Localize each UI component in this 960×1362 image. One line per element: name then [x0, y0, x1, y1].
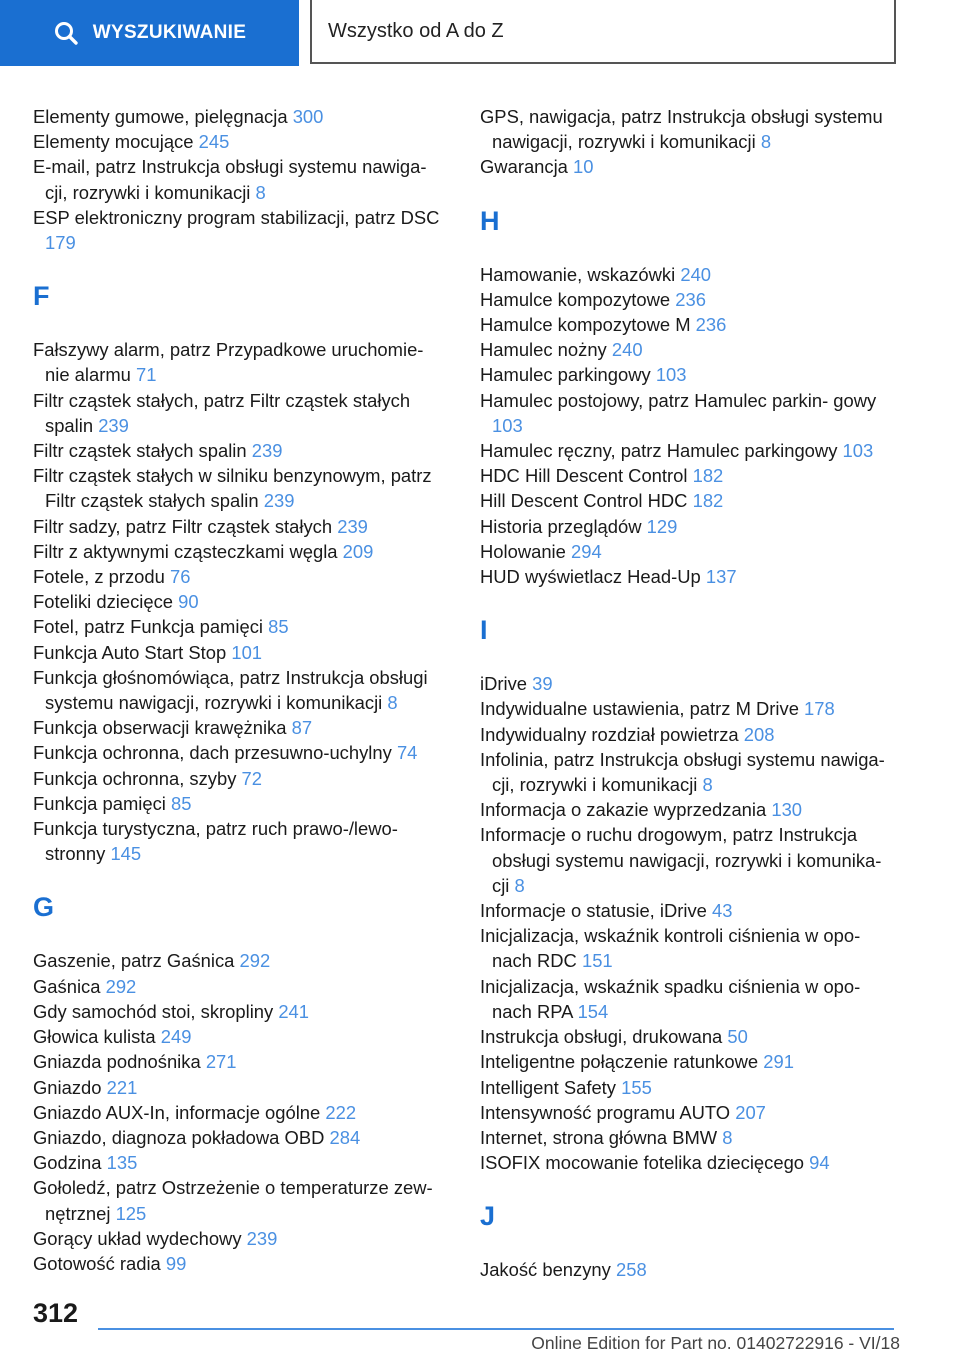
index-entry: [33, 1024, 453, 1049]
index-page-link[interactable]: 39: [532, 673, 553, 695]
index-entry: [480, 154, 900, 179]
index-entry: [33, 129, 453, 154]
index-entry: [480, 1150, 900, 1175]
index-entry: [33, 740, 453, 765]
index-entry-text: Elementy mocujące: [33, 131, 194, 153]
index-entry: [33, 791, 453, 816]
index-page-link[interactable]: 240: [680, 263, 712, 285]
index-page-link[interactable]: 239: [251, 440, 283, 462]
index-entry-text: Funkcja obserwacji krawężnika: [33, 717, 287, 739]
index-entry: [33, 463, 453, 513]
index-page-link[interactable]: 10: [573, 156, 594, 178]
index-page-link[interactable]: 103: [842, 440, 874, 462]
index-column-right: [480, 104, 900, 1283]
index-entry-text: Internet, strona główna BMW: [480, 1126, 718, 1148]
index-entry: [480, 514, 900, 539]
index-entry: [480, 1125, 900, 1150]
index-entry: [33, 1175, 453, 1225]
index-entry: [33, 388, 453, 438]
index-entry-text: Filtr z aktywnymi cząsteczkami węgla: [33, 540, 338, 562]
index-entry: [33, 1125, 453, 1150]
index-entry-text: Fotel, patrz Funkcja pamięci: [33, 616, 263, 638]
index-letter-heading: I: [480, 615, 488, 646]
index-entry: [33, 1049, 453, 1074]
index-entry: [480, 923, 900, 973]
index-entry-text: Gniazdo, diagnoza pokładowa OBD: [33, 1126, 325, 1148]
index-entry: [480, 287, 900, 312]
index-entry-text: Filtr cząstek stałych, patrz Filtr cząstek stałych spalin: [33, 389, 411, 436]
index-page-link[interactable]: 300: [292, 106, 324, 127]
index-entry-text: Hamulce kompozytowe: [480, 288, 671, 310]
index-entry-text: Informacje o statusie, iDrive: [480, 900, 707, 922]
search-icon: [53, 20, 79, 46]
index-entry: [33, 948, 453, 973]
index-entry-text: Gdy samochód stoi, skropliny: [33, 1000, 274, 1022]
index-entry: [33, 564, 453, 589]
index-entry: [33, 766, 453, 791]
index-page-link[interactable]: 130: [771, 799, 803, 821]
index-entry: [33, 337, 453, 387]
index-letter-heading: F: [33, 281, 50, 312]
index-page-link[interactable]: 87: [291, 717, 313, 739]
index-page-link[interactable]: 74: [396, 742, 418, 764]
index-page-link[interactable]: 155: [621, 1076, 652, 1098]
index-entry: [480, 1257, 900, 1282]
index-entry-text: Funkcja pamięci: [33, 792, 166, 814]
index-page-link[interactable]: 99: [165, 1252, 187, 1274]
index-entry: [33, 1150, 453, 1175]
index-page-link[interactable]: 8: [255, 181, 266, 203]
index-page-link[interactable]: 241: [278, 1000, 310, 1022]
index-entry: [480, 564, 900, 589]
index-entry-text: Informacja o zakazie wyprzedzania: [480, 799, 767, 821]
index-entry-text: Gniazdo AUX-In, informacje ogólne: [33, 1101, 321, 1123]
search-tab[interactable]: [0, 0, 299, 66]
index-entry-text: HUD wyświetlacz Head-Up: [480, 566, 701, 588]
index-page-link[interactable]: 239: [246, 1227, 278, 1249]
index-page-link[interactable]: 71: [136, 364, 157, 386]
index-page-link[interactable]: 245: [198, 131, 230, 153]
index-entry-text: Historia przeglądów: [480, 515, 642, 537]
index-entry-text: Głowica kulista: [33, 1026, 156, 1048]
index-entry-text: E-mail, patrz Instrukcja obsługi systemu nawiga- cji, rozrywki i komunikacji: [33, 156, 427, 203]
page-number: 312: [33, 1298, 79, 1328]
index-page-link[interactable]: 151: [581, 950, 613, 972]
index-page-link[interactable]: 101: [231, 641, 263, 663]
index-page-link[interactable]: 271: [205, 1051, 237, 1073]
index-entry-text: Godzina: [33, 1152, 102, 1174]
index-page-link[interactable]: 94: [809, 1152, 830, 1174]
index-entry-text: Intelligent Safety: [480, 1076, 616, 1098]
index-entry: [33, 589, 453, 614]
index-entry: [480, 1075, 900, 1100]
index-page-link[interactable]: 85: [268, 616, 289, 638]
index-entry: [33, 816, 453, 866]
index-page-link[interactable]: 145: [110, 843, 142, 865]
index-page-link[interactable]: 249: [160, 1026, 192, 1048]
index-entry-text: Holowanie: [480, 540, 566, 562]
top-navigation: [0, 0, 960, 66]
index-entry-text: Funkcja ochronna, dach przesuwno-uchylny: [33, 742, 392, 764]
index-entry: [480, 388, 900, 438]
index-entry-text: Fałszywy alarm, patrz Przypadkowe uruchomie- nie alarmu: [33, 339, 424, 386]
index-page-link[interactable]: 292: [105, 975, 137, 997]
index-page-link[interactable]: 8: [760, 131, 772, 153]
index-page-link[interactable]: 154: [577, 1000, 609, 1022]
breadcrumb-label: Wszystko od A do Z: [328, 19, 504, 42]
index-page-link[interactable]: 90: [178, 591, 199, 613]
index-page-link[interactable]: 208: [743, 723, 775, 745]
index-entry: [33, 1100, 453, 1125]
index-entry-text: ESP elektroniczny program stabilizacji, patrz DSC: [33, 206, 440, 228]
index-entry-text: Gotowość radia: [33, 1252, 161, 1274]
index-page-link[interactable]: 258: [615, 1259, 647, 1281]
index-entry: [480, 696, 900, 721]
index-entry-text: HDC Hill Descent Control: [480, 465, 688, 487]
index-page-link[interactable]: 179: [45, 232, 76, 254]
index-entry-text: Indywidualny rozdział powietrza: [480, 723, 739, 745]
index-page-link[interactable]: 292: [239, 950, 271, 972]
index-entry-text: Hamulce kompozytowe M: [480, 314, 691, 336]
index-entry: [33, 514, 453, 539]
index-entry-text: Intensywność programu AUTO: [480, 1101, 731, 1123]
index-page-link[interactable]: 178: [804, 698, 835, 720]
index-page-link[interactable]: 8: [722, 1126, 733, 1148]
index-entry-text: Inicjalizacja, wskaźnik kontroli ciśnienia w opo- nach RDC: [480, 925, 861, 972]
index-entry-text: Gniazdo: [33, 1076, 102, 1098]
index-page-link[interactable]: 50: [727, 1026, 748, 1048]
index-page-link[interactable]: 239: [263, 490, 295, 512]
index-entry-text: Jakość benzyny: [480, 1259, 611, 1281]
index-page-link[interactable]: 85: [171, 792, 192, 814]
index-entry: [480, 104, 900, 154]
index-entry: [480, 974, 900, 1024]
edition-text: Online Edition for Part no. 01402722916 - VI/18: [531, 1333, 900, 1353]
index-entry-text: Funkcja głośnomówiąca, patrz Instrukcja obsługi systemu nawigacji, rozrywki i komunikacji: [33, 666, 428, 714]
index-entry: [480, 463, 900, 488]
index-entry: [480, 797, 900, 822]
index-page-link[interactable]: 294: [571, 540, 602, 562]
index-entry: [480, 822, 900, 898]
index-entry: [33, 539, 453, 564]
index-letter-heading: G: [33, 892, 55, 923]
index-entry-text: Gołoledź, patrz Ostrzeżenie o temperaturze zew- nętrznej: [33, 1177, 433, 1224]
index-page-link[interactable]: 137: [705, 566, 737, 588]
index-entry-text: iDrive: [480, 673, 528, 695]
index-entry: [33, 715, 453, 740]
index-entry-text: Fotele, z przodu: [33, 566, 165, 588]
index-entry-text: Gaszenie, patrz Gaśnica: [33, 950, 235, 972]
index-page-link[interactable]: 8: [702, 774, 713, 796]
index-entry: [33, 1251, 453, 1276]
index-entry: [33, 104, 453, 129]
index-page-link[interactable]: 291: [763, 1051, 794, 1073]
index-page-link[interactable]: 284: [329, 1126, 361, 1148]
index-page-link[interactable]: 182: [692, 490, 724, 512]
search-tab-label: WYSZUKIWANIE: [92, 22, 247, 43]
index-entry: [480, 1100, 900, 1125]
index-page-link[interactable]: 103: [492, 414, 523, 436]
index-entry-text: Filtr cząstek stałych spalin: [33, 440, 247, 462]
index-page-link[interactable]: 236: [695, 314, 727, 336]
index-entry-text: Hamulec postojowy, patrz Hamulec parkin- gowy: [480, 389, 877, 411]
index-entry-text: Gorący układ wydechowy: [33, 1227, 242, 1249]
index-entry: [480, 488, 900, 513]
index-entry: [33, 438, 453, 463]
index-entry: [480, 362, 900, 387]
index-entry: [480, 898, 900, 923]
index-entry: [33, 614, 453, 639]
index-page-link[interactable]: 239: [98, 414, 129, 436]
index-page-link[interactable]: 236: [675, 288, 706, 310]
index-entry-text: Funkcja turystyczna, patrz ruch prawo-/lewo- stronny: [33, 818, 398, 865]
index-page-link[interactable]: 182: [692, 465, 724, 487]
index-page-link[interactable]: 135: [106, 1152, 138, 1174]
index-entry: [33, 974, 453, 999]
index-entry: [33, 1075, 453, 1100]
index-entry: [33, 640, 453, 665]
index-column-left: [33, 104, 453, 1276]
index-page-link[interactable]: 207: [735, 1101, 766, 1123]
index-entry: [480, 337, 900, 362]
index-entry-text: Instrukcja obsługi, drukowana: [480, 1026, 723, 1048]
index-page-link[interactable]: 239: [337, 515, 368, 537]
index-entry-text: Gwarancja: [480, 156, 568, 178]
index-page-link[interactable]: 76: [170, 566, 191, 588]
index-entry-text: Gniazda podnośnika: [33, 1051, 201, 1073]
index-entry: [480, 1049, 900, 1074]
index-entry: [480, 747, 900, 797]
index-entry-text: Hamulec parkingowy: [480, 364, 651, 386]
breadcrumb-tab[interactable]: [310, 0, 896, 64]
index-entry-text: Foteliki dziecięce: [33, 591, 174, 613]
index-entry-text: Inicjalizacja, wskaźnik spadku ciśnienia w opo- nach RPA: [480, 975, 861, 1022]
index-page-link[interactable]: 221: [106, 1076, 138, 1098]
index-entry: [33, 665, 453, 715]
index-entry: [33, 205, 453, 255]
index-page-link[interactable]: 72: [241, 767, 263, 789]
index-entry-text: Hamulec nożny: [480, 339, 607, 361]
index-entry-text: Hamowanie, wskazówki: [480, 263, 676, 285]
index-entry: [480, 262, 900, 287]
index-entry-text: Gaśnica: [33, 975, 101, 997]
index-page-link[interactable]: 209: [342, 540, 374, 562]
index-entry-text: Hamulec ręczny, patrz Hamulec parkingowy: [480, 440, 838, 462]
index-entry-text: Filtr cząstek stałych w silniku benzynowym, patrz Filtr cząstek stałych spalin: [33, 465, 432, 512]
index-page-link[interactable]: 222: [325, 1101, 357, 1123]
index-entry: [33, 154, 453, 204]
index-page-link[interactable]: 43: [712, 900, 733, 922]
index-page-link[interactable]: 8: [387, 692, 398, 714]
index-entry-text: ISOFIX mocowanie fotelika dziecięcego: [480, 1152, 805, 1174]
index-entry: [480, 671, 900, 696]
index-entry-text: Filtr sadzy, patrz Filtr cząstek stałych: [33, 515, 333, 537]
index-page-link[interactable]: 8: [514, 874, 525, 896]
index-entry-text: Informacje o ruchu drogowym, patrz Instrukcja obsługi systemu nawigacji, rozrywki i komunika- cji: [480, 824, 882, 896]
index-page-link[interactable]: 240: [611, 339, 643, 361]
footer-divider: [98, 1328, 894, 1330]
index-entry: [33, 1226, 453, 1251]
index-entry-text: Funkcja ochronna, szyby: [33, 767, 237, 789]
index-entry: [480, 312, 900, 337]
index-letter-heading: J: [480, 1201, 496, 1232]
index-entry: [480, 722, 900, 747]
index-page-link[interactable]: 125: [115, 1202, 147, 1224]
index-entry-text: GPS, nawigacja, patrz Instrukcja obsługi systemu nawigacji, rozrywki i komunikacji: [480, 106, 883, 153]
index-entry-text: Hill Descent Control HDC: [480, 490, 688, 512]
index-letter-heading: H: [480, 205, 500, 236]
index-entry-text: Funkcja Auto Start Stop: [33, 641, 227, 663]
index-entry: [33, 999, 453, 1024]
index-page-link[interactable]: 103: [655, 364, 687, 386]
index-entry: [480, 539, 900, 564]
index-entry: [480, 438, 900, 463]
index-entry-text: Indywidualne ustawienia, patrz M Drive: [480, 698, 799, 720]
index-page-link[interactable]: 129: [646, 515, 678, 537]
index-entry: [480, 1024, 900, 1049]
index-entry-text: Inteligentne połączenie ratunkowe: [480, 1051, 759, 1073]
index-entry-text: Elementy gumowe, pielęgnacja: [33, 106, 288, 127]
index-entry-text: Infolinia, patrz Instrukcja obsługi systemu nawiga- cji, rozrywki i komunikacji: [480, 748, 885, 796]
